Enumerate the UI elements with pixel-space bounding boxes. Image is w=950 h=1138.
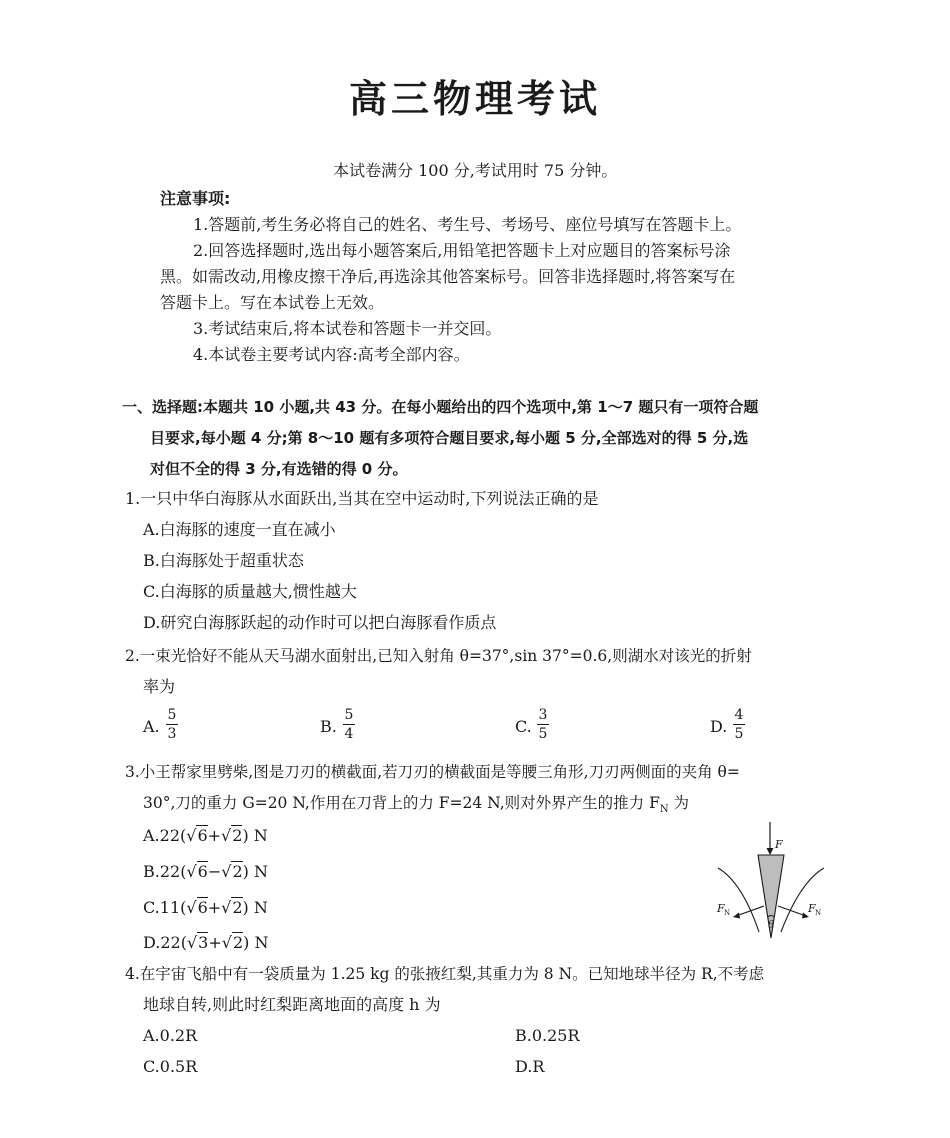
- q2-option-b-label: B.: [320, 717, 337, 736]
- normal-force-left-arrow: [736, 906, 764, 916]
- denominator: 4: [344, 726, 354, 742]
- denominator: 5: [538, 726, 548, 742]
- section-1-line1: 一、选择题:本题共 10 小题,共 43 分。在每小题给出的四个选项中,第 1～7 题只有一项符合题: [122, 398, 759, 416]
- q3-d-post: ) N: [243, 933, 269, 952]
- q4-stem-line2: 地球自转,则此时红梨距离地面的高度 h 为: [143, 995, 441, 1014]
- theta-label: θ: [768, 920, 775, 931]
- q1-option-a: A.白海豚的速度一直在减小: [143, 520, 336, 539]
- normal-force-right-subscript: N: [815, 909, 822, 917]
- q3-b-pre: B.22(: [143, 862, 187, 881]
- q3-a-radicand-1: 6: [197, 826, 208, 845]
- q2-stem-line1: 2.一束光恰好不能从天马湖水面射出,已知入射角 θ=37°,sin 37°=0.6,则湖水对该光的折射: [125, 647, 752, 665]
- q2-stem-line2: 率为: [143, 677, 176, 696]
- q3-option-c: C.11(√6+√2) N: [143, 898, 268, 917]
- q2-option-b-fraction: [343, 707, 355, 742]
- q3-b-radicand-2: 2: [232, 862, 243, 881]
- q2-option-a-fraction: [166, 707, 178, 742]
- q3-option-d: D.22(√3+√2) N: [143, 933, 269, 952]
- q4-option-b: B.0.25R: [515, 1026, 580, 1045]
- q1-option-d: D.研究白海豚跃起的动作时可以把白海豚看作质点: [143, 613, 497, 632]
- q3-d-radicand-1: 3: [198, 933, 209, 952]
- q3-blade-figure: [712, 820, 832, 940]
- q1-option-b: B.白海豚处于超重状态: [143, 551, 304, 570]
- q4-option-a: A.0.2R: [143, 1026, 198, 1045]
- q4-option-d: D.R: [515, 1057, 545, 1076]
- q2-option-a-label: A.: [143, 717, 160, 736]
- q2-option-d-fraction: [733, 707, 745, 742]
- wood-curve-right: [781, 868, 824, 932]
- q3-option-b: B.22(√6−√2) N: [143, 862, 268, 881]
- q3-stem-line1: 3.小王帮家里劈柴,图是刀刃的横截面,若刀刃的横截面是等腰三角形,刀刃两侧面的夹角 θ=: [125, 763, 740, 781]
- q2-option-d-label: D.: [710, 717, 728, 736]
- normal-force-left-arrowhead: [733, 913, 740, 919]
- notice-item-2-line1: 2.回答选择题时,选出每小题答案后,用铅笔把答题卡上对应题目的答案标号涂: [193, 241, 731, 260]
- q3-c-post: ) N: [242, 898, 268, 917]
- q3-d-pre: D.22(: [143, 933, 187, 952]
- q3-a-radicand-2: 2: [232, 826, 243, 845]
- q3-a-op: +: [207, 826, 222, 845]
- numerator: 3: [538, 707, 548, 723]
- q3-c-radicand-2: 2: [232, 898, 243, 917]
- q3-d-radicand-2: 2: [232, 933, 244, 952]
- denominator: 5: [734, 726, 744, 742]
- q3-b-post: ) N: [242, 862, 268, 881]
- q2-option-c-fraction: [537, 707, 549, 742]
- q3-b-op: −: [207, 862, 222, 881]
- denominator: 3: [167, 726, 177, 742]
- normal-force-right-label: F: [808, 902, 816, 915]
- notice-heading: 注意事项:: [160, 189, 231, 208]
- notice-item-4: 4.本试卷主要考试内容:高考全部内容。: [193, 345, 470, 364]
- normal-force-left-subscript: N: [724, 909, 731, 917]
- q3-c-op: +: [207, 898, 222, 917]
- exam-title: 高三物理考试: [348, 77, 601, 121]
- q3-option-a: A.22(√6+√2) N: [143, 826, 268, 845]
- q3-stem-line2: [143, 792, 689, 821]
- exam-info: 本试卷满分 100 分,考试用时 75 分钟。: [333, 161, 618, 180]
- q3-a-pre: A.22(: [143, 826, 187, 845]
- section-1-line2: 目要求,每小题 4 分;第 8～10 题有多项符合题目要求,每小题 5 分,全部选对的得 5 分,选: [150, 429, 749, 447]
- q3-c-pre: C.11(: [143, 898, 187, 917]
- notice-item-2-line2: 黑。如需改动,用橡皮擦干净后,再选涂其他答案标号。回答非选择题时,将答案写在: [160, 267, 736, 286]
- wood-curve-left: [718, 868, 759, 932]
- q3-stem-line2-end: 为: [668, 794, 690, 812]
- q3-b-radicand-1: 6: [197, 862, 208, 881]
- q3-stem-line2-text: 30°,刀的重力 G=20 N,作用在刀背上的力 F=24 N,则对外界产生的推力 F: [143, 794, 660, 812]
- force-f-arrowhead: [767, 848, 774, 855]
- q3-c-radicand-1: 6: [197, 898, 208, 917]
- numerator: 5: [344, 707, 354, 723]
- q3-a-post: ) N: [242, 826, 268, 845]
- q4-stem-line1: 4.在宇宙飞船中有一袋质量为 1.25 kg 的张掖红梨,其重力为 8 N。已知地球半径为 R,不考虑: [125, 965, 765, 983]
- q3-stem-subscript: N: [659, 804, 669, 816]
- notice-item-2-line3: 答题卡上。写在本试卷上无效。: [160, 293, 385, 312]
- force-f-label: F: [775, 838, 783, 851]
- notice-item-3: 3.考试结束后,将本试卷和答题卡一并交回。: [193, 319, 502, 338]
- notice-item-1: 1.答题前,考生务必将自己的姓名、考生号、考场号、座位号填写在答题卡上。: [193, 215, 742, 234]
- q4-option-c: C.0.5R: [143, 1057, 198, 1076]
- q2-option-c-label: C.: [515, 717, 532, 736]
- q3-d-op: +: [208, 933, 222, 952]
- numerator: 4: [734, 707, 744, 723]
- numerator: 5: [167, 707, 177, 723]
- q1-option-c: C.白海豚的质量越大,惯性越大: [143, 582, 357, 601]
- q1-stem: 1.一只中华白海豚从水面跃出,当其在空中运动时,下列说法正确的是: [125, 489, 599, 508]
- normal-force-left-label: F: [717, 902, 725, 915]
- section-1-line3: 对但不全的得 3 分,有选错的得 0 分。: [150, 460, 408, 478]
